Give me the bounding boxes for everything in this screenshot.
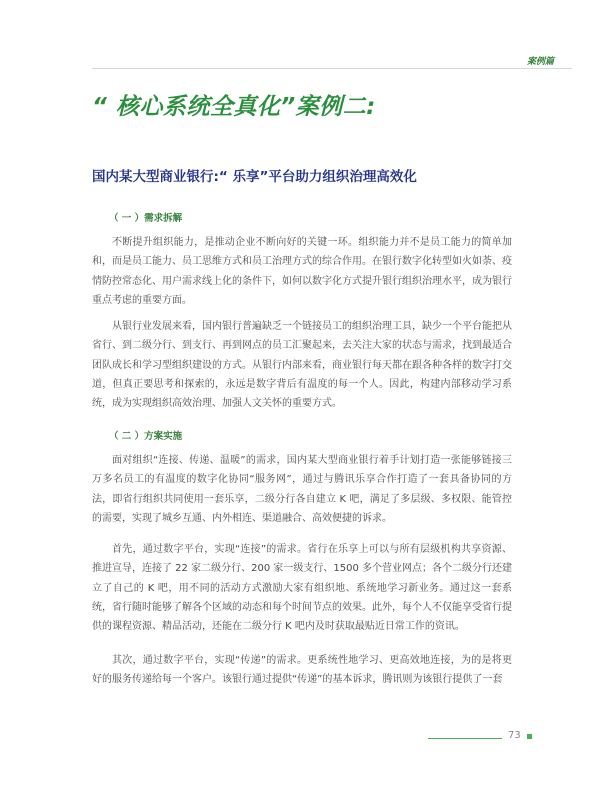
paragraph: 首先，通过数字平台，实现“连接”的需求。省行在乐享上可以与所有层级机构共享资源、推进宣导，连接了 22 家二级分行、200 家一级支行、1500 多个营业网点；各个二级分行还建立了自己的 K 吧，用不同的活动方式激励大家有组织地、系统地学习新业务。通过这一套系统，省行随时能够了解各个区域的动态和每个时间节点的效果。此外，每个人不仅能享受省行提供的课程资源、精品活动，还能在二级分行 K 吧内及时获取最贴近日常工作的资讯。 <box>92 544 512 633</box>
section-heading-implementation: （ 二 ）方案实施 <box>109 431 183 442</box>
main-title: “ 核心系统全真化”案例二: <box>92 94 376 120</box>
header-label: 案例篇 <box>526 57 554 67</box>
paragraph: 其次，通过数字平台，实现“传递”的需求。更系统性地学习、更高效地连接，为的是将更好的服务传递给每一个客户。该银行通过提供“传递”的基本诉求，腾讯则为该银行提供了一套 <box>92 655 512 686</box>
paragraph: 不断提升组织能力，是推动企业不断向好的关键一环。组织能力并不是员工能力的简单加和，而是员工能力、员工思维方式和员工治理方式的综合作用。在银行数字化转型如火如荼、疫情防控常态化、用户需求线上化的条件下，如何以数字化方式提升银行组织治理水平，成为银行重点考虑的重要方面。 <box>92 237 512 306</box>
footer-rule <box>428 738 502 739</box>
paragraph: 从银行业发展来看，国内银行普遍缺乏一个链接员工的组织治理工具，缺少一个平台能把从省行、到二级分行、到支行、再到网点的员工汇聚起来，去关注大家的状态与需求，找到最适合团队成长和学习型组织建设的方式。从银行内部来看，商业银行每天都在跟各种各样的数字打交道，但真正要思考和探索的，永远是数字背后有温度的每一个人。因此，构建内部移动学习系统，成为实现组织高效治理、加强人文关怀的重要方式。 <box>92 321 512 410</box>
header-rule <box>92 68 572 69</box>
section-heading-requirements: （ 一 ）需求拆解 <box>109 213 183 224</box>
page-marker-square <box>527 734 532 739</box>
page-number: 73 <box>508 730 521 741</box>
case-title: 国内某大型商业银行:“ 乐享”平台助力组织治理高效化 <box>92 169 417 185</box>
paragraph: 面对组织“连接、传递、温暖”的需求，国内某大型商业银行着手计划打造一张能够链接三万多名员工的有温度的数字化协同“服务网”，通过与腾讯乐享合作打造了一套具备协同的方法，即省行组织共同使用一套乐享，二级分行各自建立 K 吧，满足了多层级、多权限、能管控的需要，实现了城乡互通、内外相连、渠道融合、高效便捷的诉求。 <box>92 455 512 524</box>
